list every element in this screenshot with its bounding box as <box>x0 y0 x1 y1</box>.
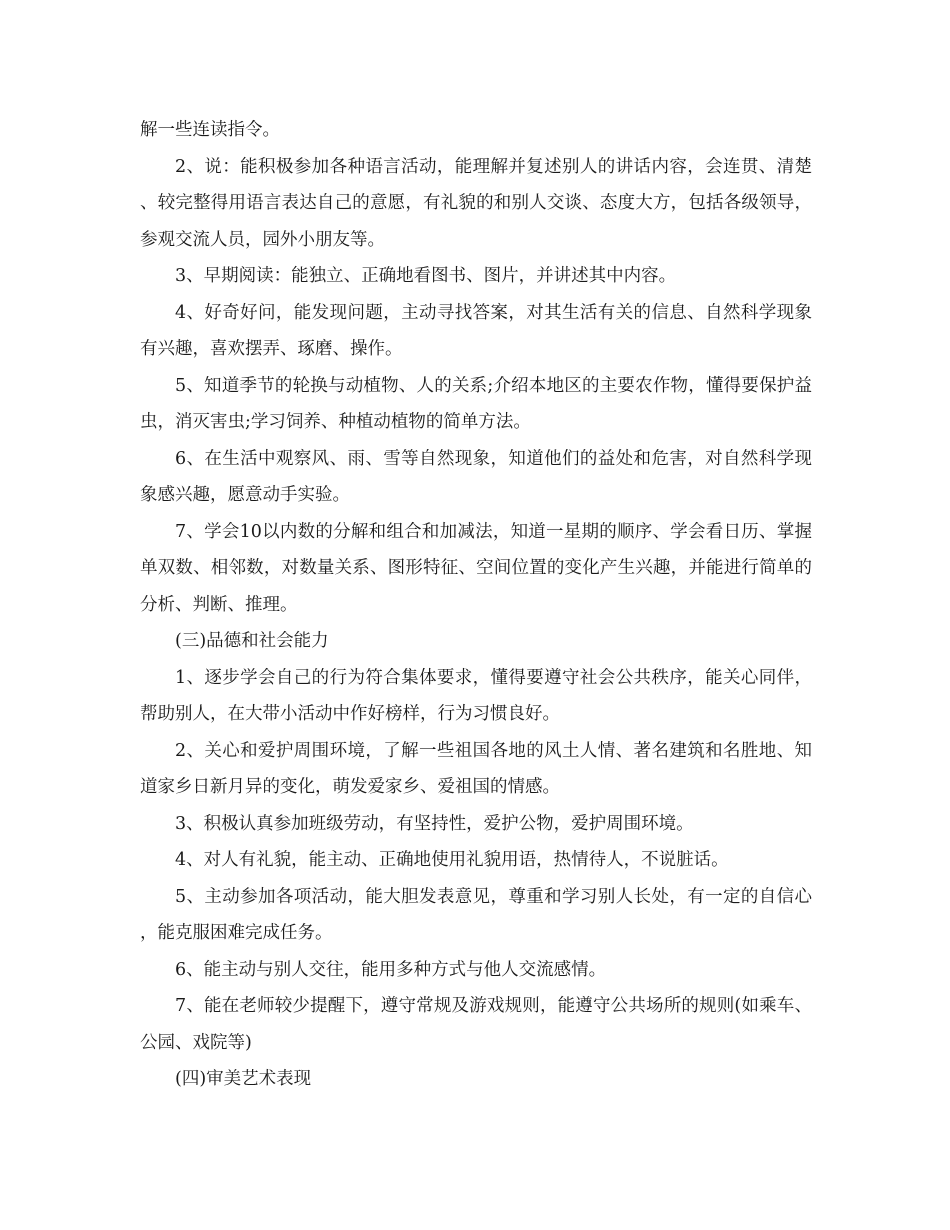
paragraph-communication: 6、能主动与别人交往，能用多种方式与他人交流感情。 <box>175 959 607 980</box>
paragraph-continuation: 解一些连读指令。 <box>140 120 280 140</box>
paragraph-confidence: 5、主动参加各项活动，能大胆发表意见，尊重和学习别人长处，有一定的自信心，能克服困难完成任务。 <box>140 886 812 943</box>
paragraph-seasons: 5、知道季节的轮换与动植物、人的关系;介绍本地区的主要农作物，懂得要保护益虫，消灭害虫;学习饲养、种植动植物的简单方法。 <box>140 375 812 432</box>
paragraph-early-reading: 3、早期阅读：能独立、正确地看图书、图片，并讲述其中内容。 <box>175 266 677 286</box>
section-heading-aesthetics: (四)审美艺术表现 <box>175 1069 312 1089</box>
paragraph-curiosity: 4、好奇好问，能发现问题，主动寻找答案，对其生活有关的信息、自然科学现象有兴趣，喜欢摆弄、琢磨、操作。 <box>140 302 812 359</box>
paragraph-environment-homeland: 2、关心和爱护周围环境，了解一些祖国各地的风土人情、著名建筑和名胜地、知道家乡日新月异的变化，萌发爱家乡、爱祖国的情感。 <box>140 740 812 797</box>
paragraph-rules: 7、能在老师较少提醒下，遵守常规及游戏规则，能遵守公共场所的规则(如乘车、公园、戏院等) <box>140 996 812 1053</box>
paragraph-speaking: 2、说：能积极参加各种语言活动，能理解并复述别人的讲话内容，会连贯、清楚、较完整得用语言表达自己的意愿，有礼貌的和别人交谈、态度大方，包括各级领导，参观交流人员，园外小朋友等。 <box>140 156 812 250</box>
paragraph-natural-phenomena: 6、在生活中观察风、雨、雪等自然现象，知道他们的益处和危害，对自然科学现象感兴趣，愿意动手实验。 <box>140 448 812 505</box>
paragraph-class-labor: 3、积极认真参加班级劳动，有坚持性，爱护公物，爱护周围环境。 <box>175 813 694 834</box>
document-body <box>140 112 812 1098</box>
section-heading-morality: (三)品德和社会能力 <box>175 631 329 651</box>
paragraph-collective-behavior: 1、逐步学会自己的行为符合集体要求，懂得要遵守社会公共秩序，能关心同伴，帮助别人，在大带小活动中作好榜样，行为习惯良好。 <box>140 667 812 724</box>
paragraph-numbers: 7、学会10以内数的分解和组合和加减法，知道一星期的顺序、学会看日历、掌握单双数、相邻数，对数量关系、图形特征、空间位置的变化产生兴趣，并能进行简单的分析、判断、推理。 <box>140 521 812 615</box>
paragraph-politeness: 4、对人有礼貌，能主动、正确地使用礼貌用语，热情待人，不说脏话。 <box>175 850 729 870</box>
